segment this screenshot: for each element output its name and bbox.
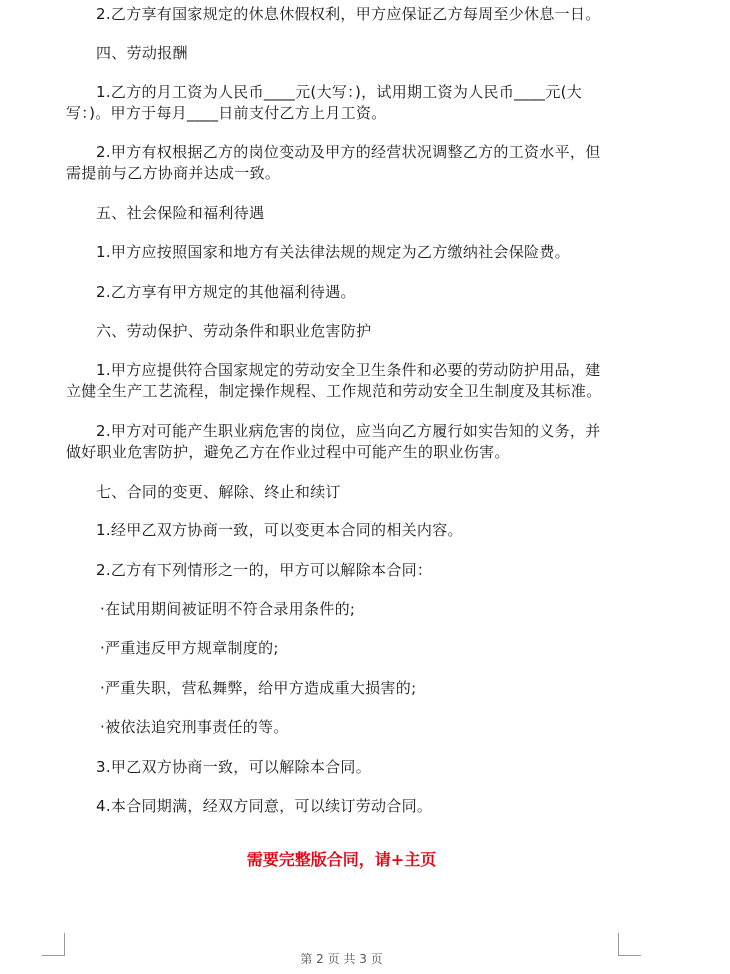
paragraph-insurance: 1.甲方应按照国家和地方有关法律法规的规定为乙方缴纳社会保险费。 bbox=[96, 243, 570, 261]
paragraph-safety-line-1: 1.甲方应提供符合国家规定的劳动安全卫生条件和必要的劳动防护用品，建 bbox=[96, 361, 601, 379]
list-item-criminal-liability: ·被依法追究刑事责任的等。 bbox=[100, 718, 289, 736]
section-heading-protection: 六、劳动保护、劳动条件和职业危害防护 bbox=[96, 322, 372, 340]
paragraph-salary-line-2: 写：)。甲方于每月____日前支付乙方上月工资。 bbox=[66, 104, 387, 122]
paragraph-welfare: 2.乙方享有甲方规定的其他福利待遇。 bbox=[96, 283, 356, 301]
paragraph-renewal: 4.本合同期满，经双方同意，可以续订劳动合同。 bbox=[96, 797, 433, 815]
paragraph-mutual-termination: 3.甲乙双方协商一致，可以解除本合同。 bbox=[96, 758, 372, 776]
paragraph-termination-conditions: 2.乙方有下列情形之一的，甲方可以解除本合同： bbox=[96, 561, 433, 579]
paragraph-safety-line-2: 立健全生产工艺流程，制定操作规程、工作规范和劳动安全卫生制度及其标准。 bbox=[66, 382, 602, 400]
list-item-dereliction: ·严重失职，营私舞弊，给甲方造成重大损害的; bbox=[100, 679, 417, 697]
paragraph-hazard-line-2: 做好职业危害防护，避免乙方在作业过程中可能产生的职业伤害。 bbox=[66, 443, 510, 461]
section-heading-insurance: 五、社会保险和福利待遇 bbox=[96, 204, 265, 222]
paragraph-salary-line-1: 1.乙方的月工资为人民币____元(大写：)，试用期工资为人民币____元(大 bbox=[96, 83, 583, 101]
paragraph-salary-adjust-line-2: 需提前与乙方协商并达成一致。 bbox=[66, 164, 281, 182]
section-heading-contract-change: 七、合同的变更、解除、终止和续订 bbox=[96, 483, 341, 501]
paragraph-salary-adjust-line-1: 2.甲方有权根据乙方的岗位变动及甲方的经营状况调整乙方的工资水平，但 bbox=[96, 143, 601, 161]
paragraph-rest-days: 2.乙方享有国家规定的休息休假权利，甲方应保证乙方每周至少休息一日。 bbox=[96, 5, 601, 23]
section-heading-remuneration: 四、劳动报酬 bbox=[96, 44, 188, 62]
paragraph-hazard-line-1: 2.甲方对可能产生职业病危害的岗位，应当向乙方履行如实告知的义务，并 bbox=[96, 422, 601, 440]
page-number: 第 2 页 共 3 页 bbox=[300, 952, 383, 966]
full-version-notice: 需要完整版合同，请+主页 bbox=[246, 850, 437, 869]
paragraph-change-by-agreement: 1.经甲乙双方协商一致，可以变更本合同的相关内容。 bbox=[96, 521, 463, 539]
list-item-probation: ·在试用期间被证明不符合录用条件的; bbox=[100, 600, 356, 618]
list-item-rule-violation: ·严重违反甲方规章制度的; bbox=[100, 639, 279, 657]
